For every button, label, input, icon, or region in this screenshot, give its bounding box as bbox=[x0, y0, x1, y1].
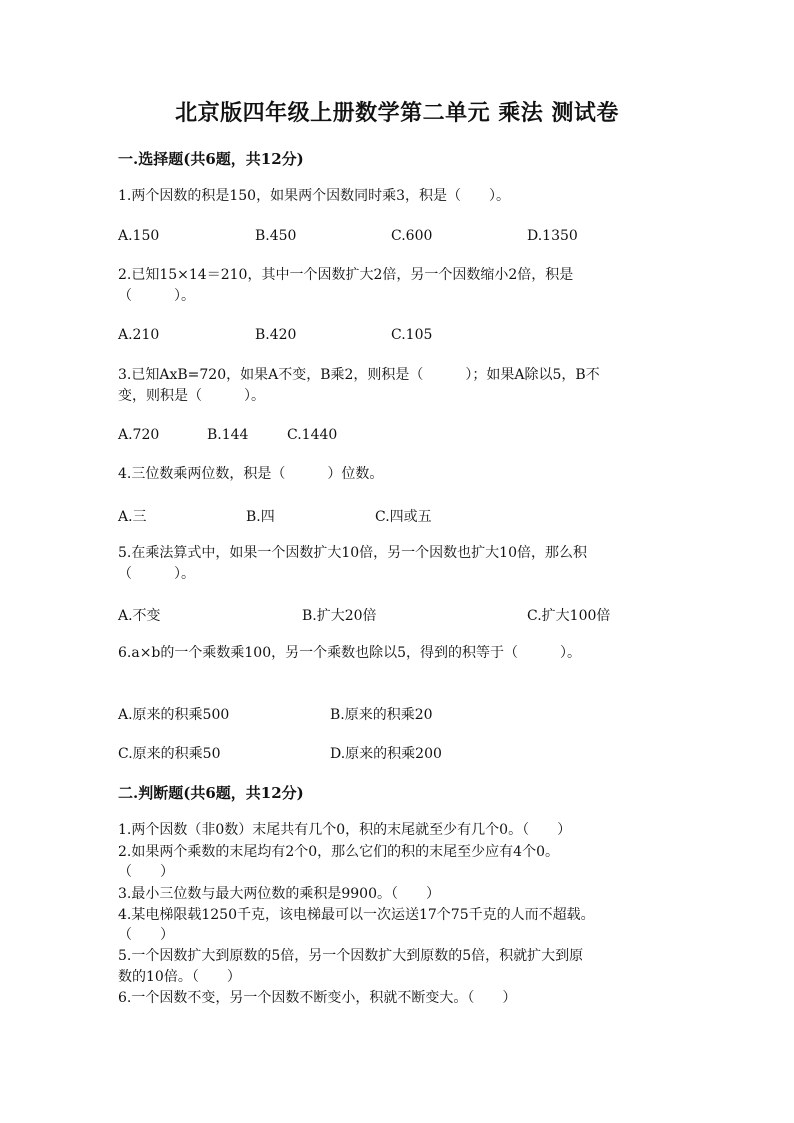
question-5-line-2: （ ）。 bbox=[118, 566, 195, 582]
judgement-item-4-line-2: （ ） bbox=[118, 927, 174, 943]
question-3-option-b: B.144 bbox=[207, 427, 249, 443]
section-heading-choice: 一.选择题(共6题，共12分) bbox=[118, 150, 304, 168]
question-5-line-1: 5.在乘法算式中，如果一个因数扩大10倍，另一个因数也扩大10倍，那么积 bbox=[118, 545, 587, 561]
question-6-option-a: A.原来的积乘500 bbox=[118, 707, 230, 723]
question-2-option-a: A.210 bbox=[118, 327, 160, 343]
question-2-option-c: C.105 bbox=[391, 327, 433, 343]
question-3-option-a: A.720 bbox=[118, 427, 160, 443]
question-2-line-1: 2.已知15×14＝210，其中一个因数扩大2倍，另一个因数缩小2倍，积是 bbox=[118, 267, 574, 283]
section-heading-judgement: 二.判断题(共6题，共12分) bbox=[118, 784, 304, 802]
question-5-option-a: A.不变 bbox=[118, 608, 161, 624]
judgement-item-2-line-2: （ ） bbox=[118, 864, 174, 880]
question-6-option-b: B.原来的积乘20 bbox=[330, 707, 433, 723]
judgement-item-6: 6.一个因数不变，另一个因数不断变小，积就不断变大。（ ） bbox=[118, 990, 517, 1006]
judgement-item-1: 1.两个因数（非0数）末尾共有几个0，积的末尾就至少有几个0。（ ） bbox=[118, 822, 572, 838]
question-5-option-b: B.扩大20倍 bbox=[302, 608, 377, 624]
question-5-option-c: C.扩大100倍 bbox=[527, 608, 611, 624]
question-1-option-c: C.600 bbox=[391, 228, 433, 244]
question-3-option-c: C.1440 bbox=[287, 427, 338, 443]
question-1-option-b: B.450 bbox=[255, 228, 297, 244]
question-4-option-c: C.四或五 bbox=[375, 509, 432, 525]
question-6-line-1: 6.a×b的一个乘数乘100，另一个乘数也除以5，得到的积等于（ ）。 bbox=[118, 645, 582, 661]
question-1-option-d: D.1350 bbox=[527, 228, 578, 244]
question-3-line-2: 变，则积是（ ）。 bbox=[118, 388, 265, 404]
question-6-option-d: D.原来的积乘200 bbox=[330, 746, 442, 762]
judgement-item-3: 3.最小三位数与最大两位数的乘积是9900。（ ） bbox=[118, 886, 440, 902]
judgement-item-2-line-1: 2.如果两个乘数的末尾均有2个0，那么它们的积的末尾至少应有4个0。 bbox=[118, 844, 559, 860]
judgement-item-4-line-1: 4.某电梯限载1250千克，该电梯最可以一次运送17个75千克的人而不超载。 bbox=[118, 907, 595, 923]
judgement-item-5-line-2: 数的10倍。（ ） bbox=[118, 969, 241, 985]
question-4-option-b: B.四 bbox=[246, 509, 275, 525]
page-title: 北京版四年级上册数学第二单元 乘法 测试卷 bbox=[175, 100, 619, 126]
judgement-item-5-line-1: 5.一个因数扩大到原数的5倍，另一个因数扩大到原数的5倍，积就扩大到原 bbox=[118, 948, 584, 964]
question-3-line-1: 3.已知AxB=720，如果A不变，B乘2，则积是（ ）；如果A除以5，B不 bbox=[118, 367, 600, 383]
question-1-line-1: 1.两个因数的积是150，如果两个因数同时乘3，积是（ ）。 bbox=[118, 188, 510, 204]
question-4-option-a: A.三 bbox=[118, 509, 147, 525]
question-2-line-2: （ ）。 bbox=[118, 288, 195, 304]
question-1-option-a: A.150 bbox=[118, 228, 160, 244]
question-6-option-c: C.原来的积乘50 bbox=[118, 746, 221, 762]
question-4-line-1: 4.三位数乘两位数，积是（ ）位数。 bbox=[118, 466, 384, 482]
question-2-option-b: B.420 bbox=[255, 327, 297, 343]
